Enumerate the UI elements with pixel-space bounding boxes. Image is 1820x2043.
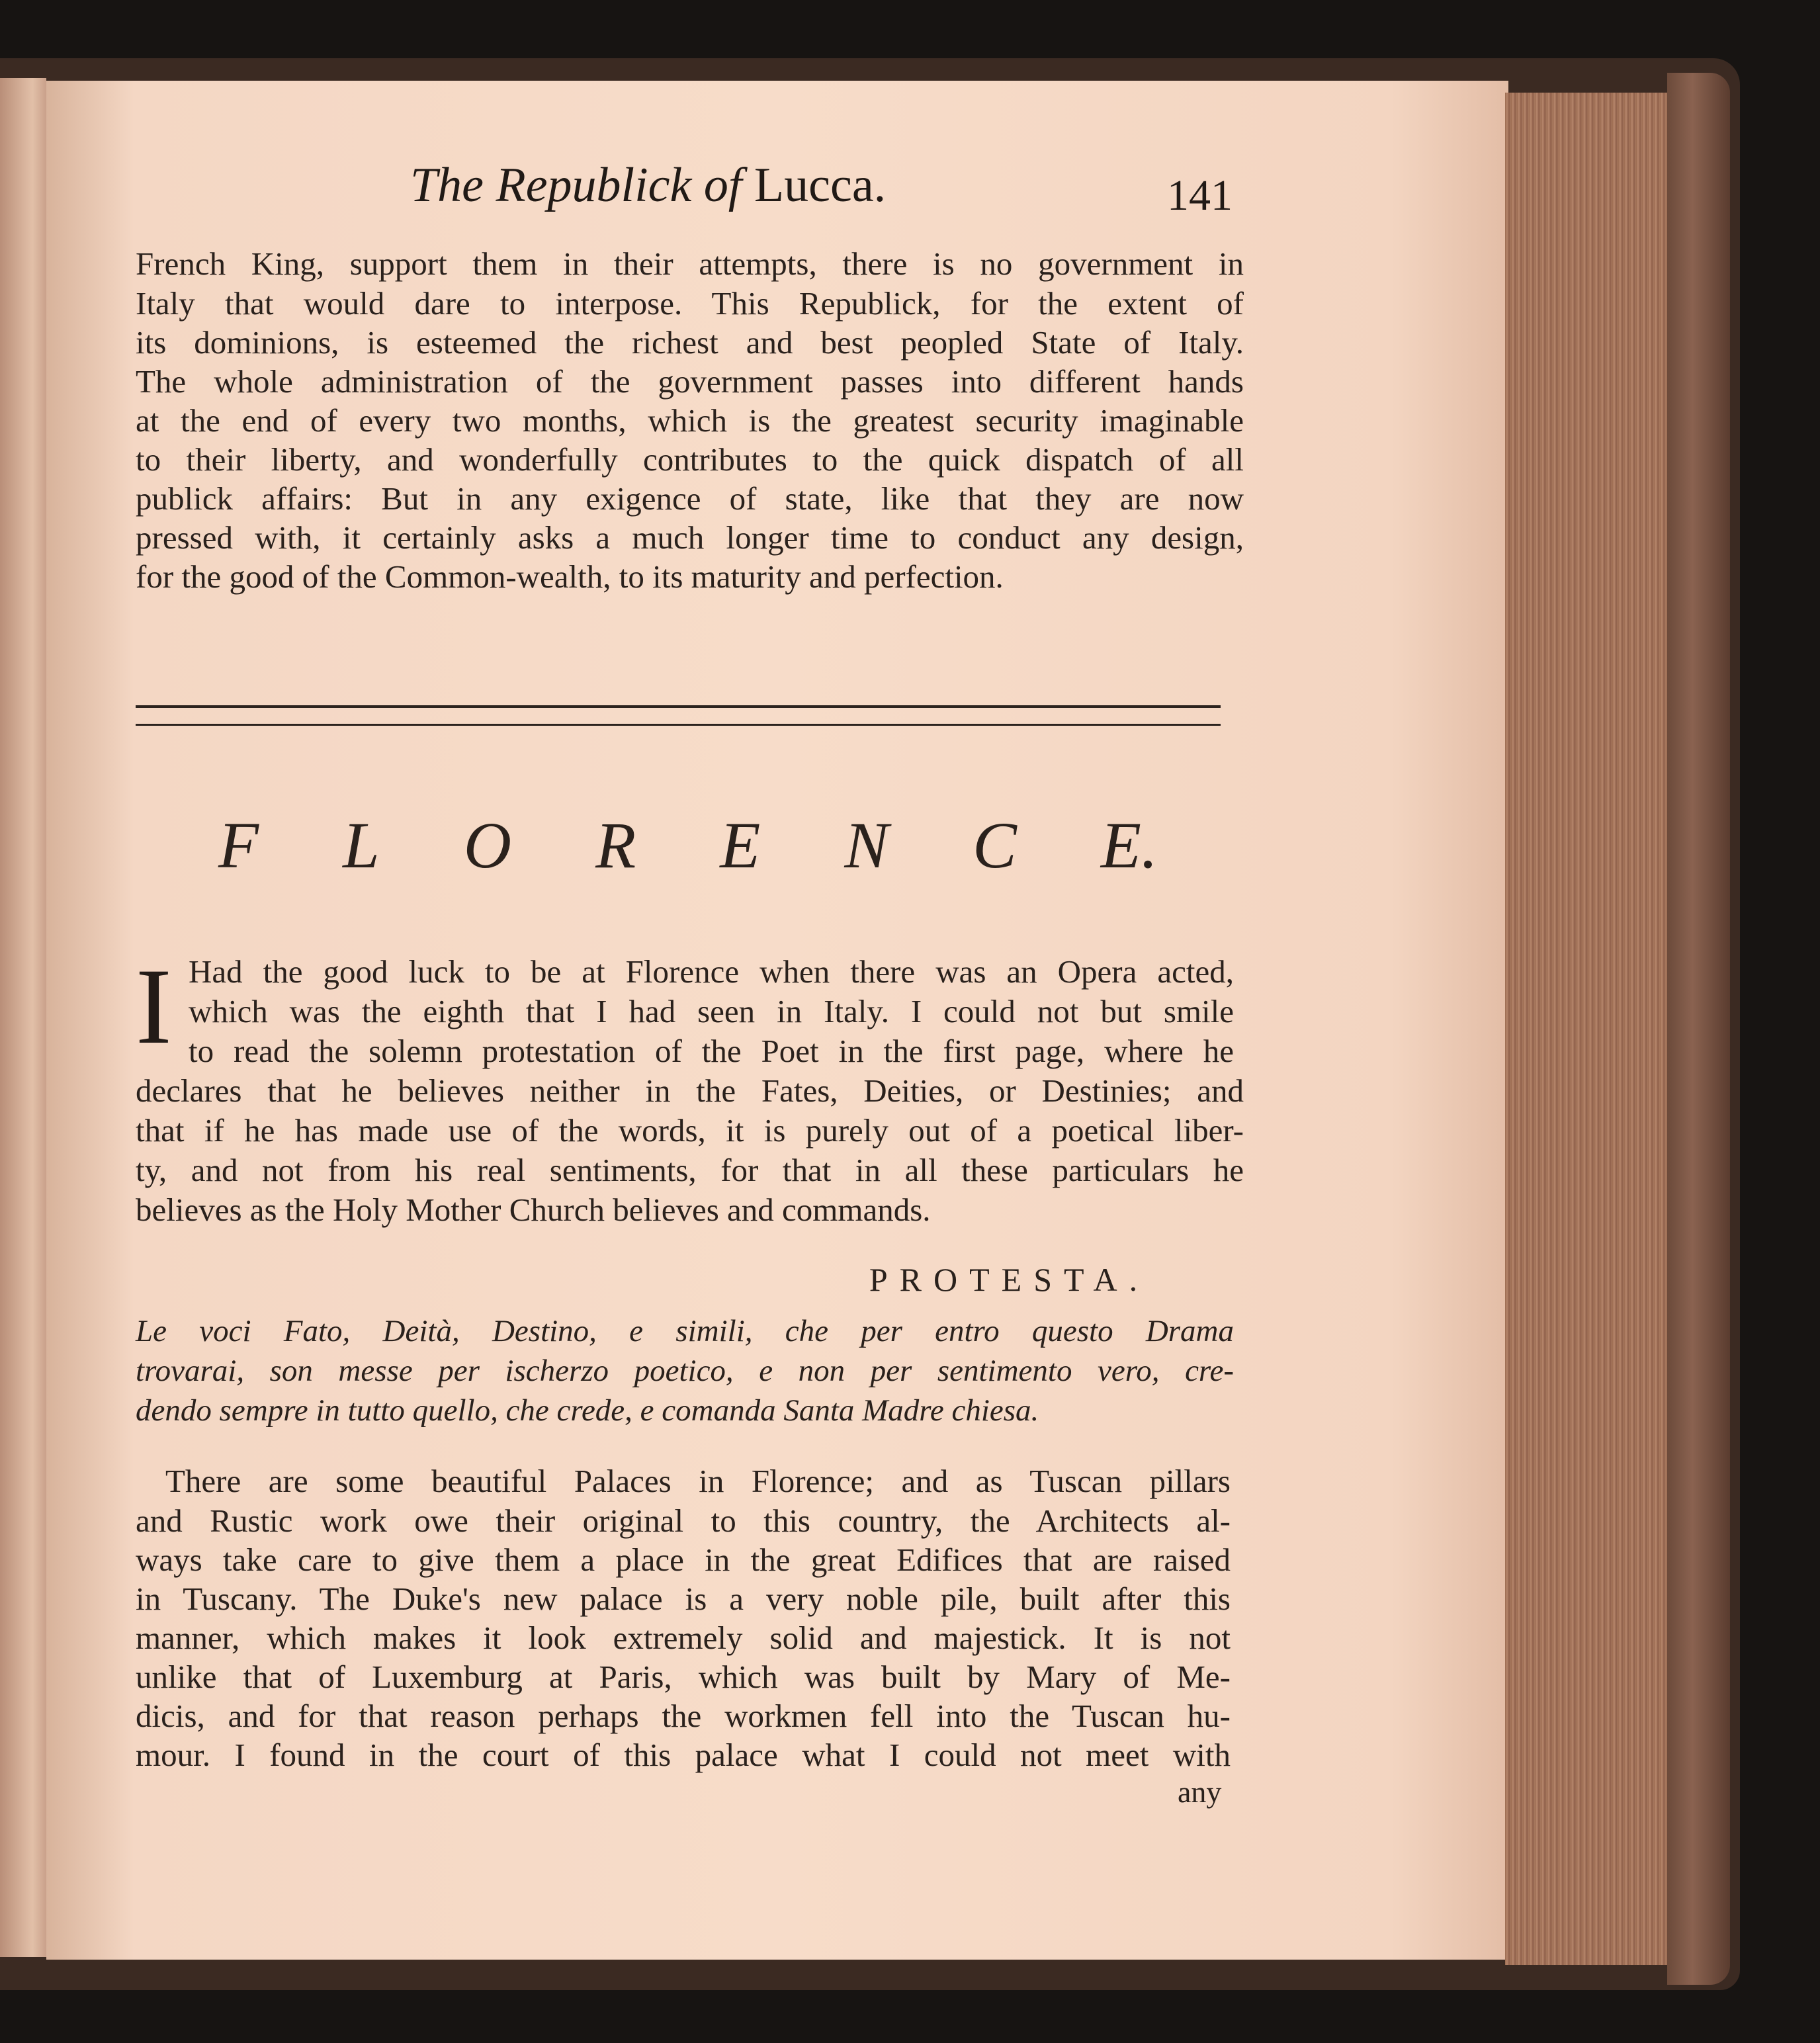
title-letter: R: [595, 808, 636, 882]
body-line: dicis, and for that reason perhaps the workmen fell into the Tuscan hu-: [136, 1698, 1231, 1734]
header-title-part-3: Lucca.: [754, 158, 887, 212]
intro-line: publick affairs: But in any exigence of state, like that they are now: [136, 480, 1244, 517]
body-line: Had the good luck to be at Florence when there was an Opera acted,: [189, 953, 1234, 990]
section-rule-thin: [136, 724, 1221, 726]
page-block-edge: [1505, 93, 1667, 1965]
intro-line: for the good of the Common-wealth, to its maturity and perfection.: [136, 558, 1004, 595]
title-letter: O: [463, 808, 512, 882]
title-letter: L: [343, 808, 380, 882]
title-letter: E.: [1100, 808, 1158, 882]
drop-cap: I: [136, 947, 172, 1066]
intro-line: Italy that would dare to interpose. This Republick, for the extent of: [136, 285, 1244, 322]
section-title: [218, 807, 1158, 883]
subheading-protesta: [0, 1260, 1820, 1299]
body-line: which was the eighth that I had seen in Italy. I could not but smile: [189, 993, 1234, 1029]
body-line: declares that he believes neither in the Fates, Deities, or Destinies; and: [136, 1072, 1244, 1109]
body-line: mour. I found in the court of this palace what I could not meet with: [136, 1737, 1231, 1773]
catchword: any: [1178, 1775, 1222, 1809]
body-line: to read the solemn protestation of the Poet in the first page, where he: [189, 1033, 1234, 1069]
title-letter: E: [720, 808, 761, 882]
title-letter: N: [844, 808, 889, 882]
running-header: [410, 157, 886, 214]
body-line: There are some beautiful Palaces in Florence; and as Tuscan pillars: [165, 1463, 1231, 1499]
intro-line: The whole administration of the government passes into different hands: [136, 363, 1244, 400]
intro-line: to their liberty, and wonderfully contributes to the quick dispatch of all: [136, 441, 1244, 478]
quote-line: trovarai, son messe per ischerzo poetico, e non per sentimento vero, cre-: [136, 1354, 1234, 1388]
header-title-part-1: The Republick: [410, 158, 692, 212]
body-line: manner, which makes it look extremely solid and majestick. It is not: [136, 1620, 1231, 1656]
quote-line: Le voci Fato, Deità, Destino, e simili, che per entro questo Drama: [136, 1314, 1234, 1348]
body-line: in Tuscany. The Duke's new palace is a very noble pile, built after this: [136, 1581, 1231, 1617]
body-line: ty, and not from his real sentiments, for that in all these particulars he: [136, 1152, 1244, 1188]
body-line: unlike that of Luxemburg at Paris, which was built by Mary of Me-: [136, 1659, 1231, 1695]
header-title-part-2: of: [703, 158, 742, 212]
body-line: ways take care to give them a place in the great Edifices that are raised: [136, 1542, 1231, 1578]
facing-page-edge: [0, 78, 46, 1957]
intro-line: its dominions, is esteemed the richest and best peopled State of Italy.: [136, 324, 1244, 361]
body-line: that if he has made use of the words, it is purely out of a poetical liber-: [136, 1112, 1244, 1149]
title-letter: C: [973, 808, 1017, 882]
subheading-text: PROTESTA.: [869, 1261, 1150, 1298]
cover-spine-edge: [1667, 73, 1730, 1985]
title-letter: F: [218, 808, 259, 882]
intro-line: at the end of every two months, which is the greatest security imaginable: [136, 402, 1244, 439]
page-number: 141: [1167, 171, 1233, 220]
intro-line: French King, support them in their attempts, there is no government in: [136, 245, 1244, 282]
section-rule-thick: [136, 705, 1221, 708]
intro-line: pressed with, it certainly asks a much longer time to conduct any design,: [136, 519, 1244, 556]
body-line: and Rustic work owe their original to this country, the Architects al-: [136, 1502, 1231, 1539]
quote-line: dendo sempre in tutto quello, che crede, e comanda Santa Madre chiesa.: [136, 1393, 1039, 1428]
body-line: believes as the Holy Mother Church believes and commands.: [136, 1192, 931, 1228]
